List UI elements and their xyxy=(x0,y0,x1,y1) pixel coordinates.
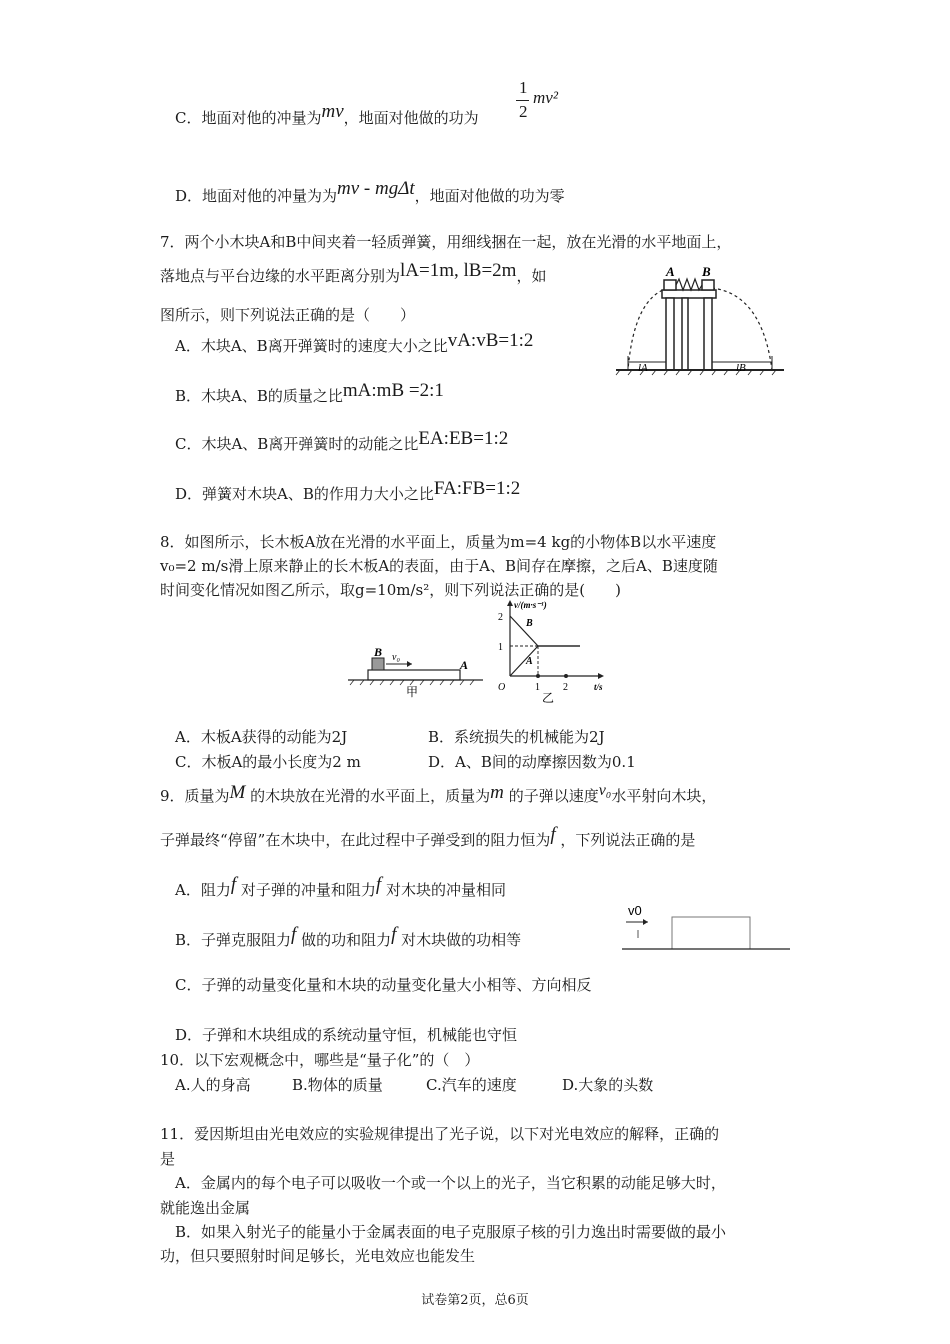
q8-board-figure xyxy=(348,645,483,699)
q9-wood-block xyxy=(672,917,750,949)
q7-option-a: A．木块A、B离开弹簧时的速度大小之比vA:vB=1:2 xyxy=(175,330,534,355)
q8-xtick-2: 2 xyxy=(563,682,568,693)
q8-option-d: D．A、B间的动摩擦因数为0.1 xyxy=(428,753,636,771)
q8-option-a: A．木板A获得的动能为2J xyxy=(175,728,348,746)
q10-option-c: C.汽车的速度 xyxy=(426,1076,517,1094)
q9-option-c: C．子弹的动量变化量和木块的动量变化量大小相等、方向相反 xyxy=(175,976,592,994)
q7-label-lb: lB xyxy=(736,362,746,374)
q6-fraction-num: 1 xyxy=(519,78,528,97)
q6-option-c: C．地面对他的冲量为mv，地面对他做的功为 xyxy=(175,101,479,127)
q11-option-a-line2: 就能逸出金属 xyxy=(160,1199,251,1217)
q6-c-expr: mv² xyxy=(533,88,558,107)
q7-label-la: lA xyxy=(638,362,648,374)
q8-ytick-2: 2 xyxy=(498,612,503,623)
q8-option-b: B．系统损失的机械能为2J xyxy=(428,728,605,746)
q10-stem: 10．以下宏观概念中，哪些是“量子化”的（ ） xyxy=(160,1051,480,1069)
q11-option-a-line1: A．金属内的每个电子可以吸收一个或一个以上的光子，当它积累的动能足够大时， xyxy=(175,1174,726,1192)
q11-option-b-line2: 功，但只要照射时间足够长，光电效应也能发生 xyxy=(160,1247,476,1265)
q11-option-b-line1: B．如果入射光子的能量小于金属表面的电子克服原子核的引力逸出时需要做的最小 xyxy=(175,1223,727,1241)
q8-stem-line1: 8．如图所示，长木板A放在光滑的水平面上，质量为m=4 kg的小物体B以水平速度 xyxy=(160,533,717,551)
q7-platform-top xyxy=(662,290,716,298)
q7-stem-line3: 图所示，则下列说法正确的是（ ） xyxy=(160,306,416,324)
page-footer: 试卷第2页，总6页 xyxy=(421,1293,529,1308)
q8-block-b xyxy=(372,658,384,670)
q9-bullet-figure xyxy=(620,902,792,952)
q10-option-d: D.大象的头数 xyxy=(562,1076,654,1094)
q7-option-b: B．木块A、B的质量之比mA:mB =2:1 xyxy=(175,380,444,405)
q8-ytick-1: 1 xyxy=(498,642,503,653)
xtick-dot xyxy=(564,674,568,678)
q8-xtick-1: 1 xyxy=(535,682,540,693)
q7-stem-line1: 7．两个小木块A和B中间夹着一轻质弹簧，用细线捆在一起，放在光滑的水平地面上， xyxy=(160,233,732,251)
q7-option-c: C．木块A、B离开弹簧时的动能之比EA:EB=1:2 xyxy=(175,428,509,453)
series-A-segment xyxy=(510,646,538,676)
q7-label-a: A xyxy=(666,264,675,279)
q9-stem-line1: 9．质量为M 的木块放在光滑的水平面上，质量为m 的子弹以速度v₀水平射向木块， xyxy=(160,782,717,805)
q8-v0-arrowhead xyxy=(407,661,412,667)
q11-stem-line1: 11．爱因斯坦由光电效应的实验规律提出了光子说，以下对光电效应的解释，正确的 xyxy=(160,1125,720,1143)
q10-option-a: A.人的身高 xyxy=(175,1076,251,1094)
q8-axis-t-label: t/s xyxy=(594,682,603,692)
q8-label-a: A xyxy=(460,658,469,672)
q8-stem-line2: v₀=2 m/s滑上原来静止的长木板A的表面，由于A、B间存在摩擦，之后A、B速度随 xyxy=(160,557,718,575)
q8-vt-graph xyxy=(490,598,620,705)
q7-trajectory-b xyxy=(712,288,772,370)
q7-trajectory-a xyxy=(628,288,668,370)
xtick-dot xyxy=(536,674,540,678)
q9-v0-arrowhead xyxy=(643,919,648,925)
q7-option-d: D．弹簧对木块A、B的作用力大小之比FA:FB=1:2 xyxy=(175,478,521,503)
q9-v0-label: v0 xyxy=(628,903,642,918)
q9-stem-line2: 子弹最终“停留”在木块中，在此过程中子弹受到的阻力恒为f ，下列说法正确的是 xyxy=(160,824,696,849)
q7-pillar-left xyxy=(666,298,674,370)
q8-option-c: C．木板A的最小长度为2 m xyxy=(175,753,361,771)
q8-axis-v-arrow xyxy=(507,600,513,606)
q8-line-b-label: B xyxy=(526,618,533,629)
q11-stem-line2: 是 xyxy=(160,1150,176,1168)
q8-label-yi: 乙 xyxy=(542,691,555,705)
q8-board-a xyxy=(368,670,460,680)
q8-label-b: B xyxy=(374,645,383,659)
q8-label-v0: v₀ xyxy=(392,652,400,663)
q7-spring xyxy=(676,279,702,290)
q7-pillar-mid xyxy=(682,298,688,370)
q8-label-jia: 甲 xyxy=(406,685,419,699)
q7-block-b xyxy=(702,280,714,290)
q8-stem-line3: 时间变化情况如图乙所示，取g=10m/s²，则下列说法正确的是( ) xyxy=(160,581,621,599)
q8-axis-v-label: v/(m·s⁻¹) xyxy=(514,600,547,610)
q7-block-a xyxy=(664,280,676,290)
q8-line-a-label: A xyxy=(526,656,533,667)
q10-option-b: B.物体的质量 xyxy=(292,1076,383,1094)
q8-axis-t-arrow xyxy=(598,673,604,679)
q6-fraction-bar xyxy=(516,100,529,101)
q8-origin-label: O xyxy=(498,682,506,693)
q7-platform-figure xyxy=(612,258,792,378)
q7-pillar-right xyxy=(704,298,712,370)
q9-option-d: D．子弹和木块组成的系统动量守恒，机械能也守恒 xyxy=(175,1026,518,1044)
series-B-segment xyxy=(510,616,538,646)
q7-label-b: B xyxy=(702,264,711,279)
q7-stem-line2: 落地点与平台边缘的水平距离分别为lA=1m, lB=2m，如 xyxy=(160,260,547,285)
q6-option-d: D．地面对他的冲量为为mv - mgΔt，地面对他做的功为零 xyxy=(175,178,565,205)
q9-option-a: A．阻力f 对子弹的冲量和阻力f 对木块的冲量相同 xyxy=(175,874,506,899)
q9-option-b: B．子弹克服阻力f 做的功和阻力f 对木块做的功相等 xyxy=(175,924,522,949)
q6-fraction-den: 2 xyxy=(519,102,528,121)
